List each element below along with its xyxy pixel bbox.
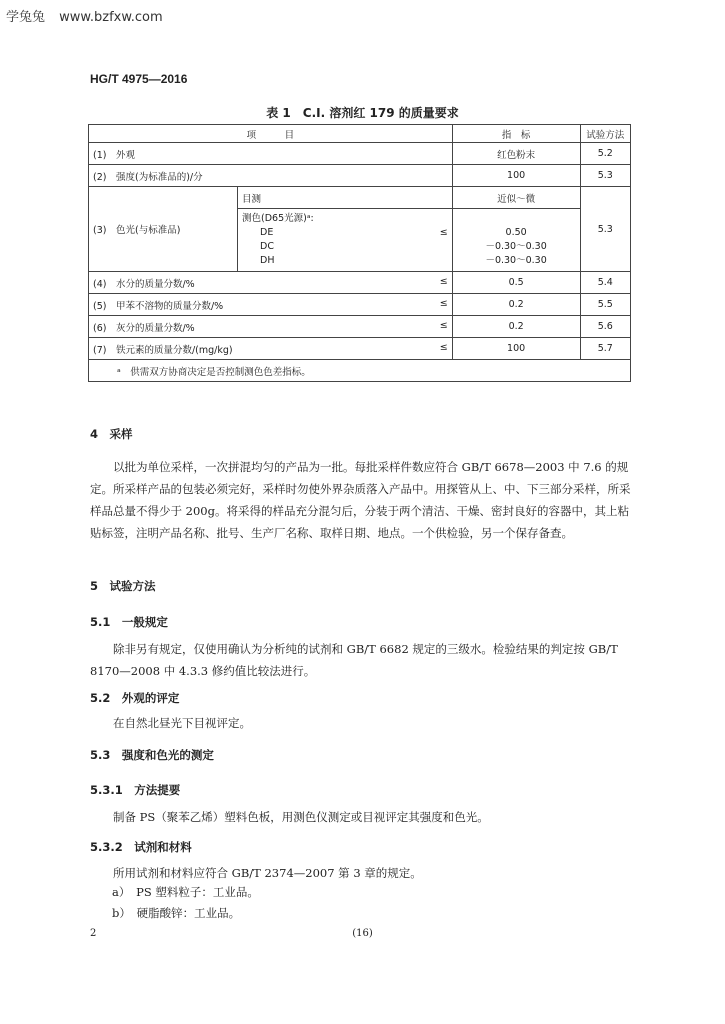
table-row xyxy=(89,272,631,294)
section-4-paragraph: 以批为单位采样，一次拼混均匀的产品为一批。每批采样件数应符合 GB/T 6678—2003 中 7.6 的规定。所采样产品的包装必须完好，采样时勿使外界杂质落入产品中。用探管从上、中、下三部分采样，所采样品总量不得少于 200g。将采得的样品充分混匀后，分装于两个清洁、干燥、密封良好的容器中，其上粘贴标签，注明产品名称、批号、生产厂名称、取样日期、地点。一个供检验，另一个保存备查。 xyxy=(90,460,631,540)
row-le: ≤ xyxy=(439,341,448,353)
row-item xyxy=(89,272,453,294)
watermark xyxy=(6,6,173,25)
shade-item xyxy=(89,187,238,272)
row-item-label: 强度(为标准品的)/分 xyxy=(115,171,203,183)
dh-value: －0.30～0.30 xyxy=(485,255,547,266)
row-method: 5.3 xyxy=(580,165,631,187)
table-row xyxy=(89,165,631,187)
watermark-url: www.bzfxw.com xyxy=(59,10,163,25)
row-no: (7) xyxy=(93,344,107,356)
page-number: 2 xyxy=(90,928,97,939)
dc-value: －0.30～0.30 xyxy=(485,241,547,252)
table-row xyxy=(89,294,631,316)
standard-number: HG/T 4975—2016 xyxy=(90,72,188,86)
de-label: DE xyxy=(260,227,274,238)
row-value: 0.2 xyxy=(452,316,580,338)
row-no: (5) xyxy=(93,300,107,312)
row-item xyxy=(89,294,453,316)
section-5-3-title: 5.3 强度和色光的测定 xyxy=(90,748,214,762)
row-value: 100 xyxy=(452,165,580,187)
row-item-label: 水分的质量分数/% xyxy=(115,278,195,290)
shade-item-label: 色光(与标准品) xyxy=(115,225,181,236)
row-method: 5.2 xyxy=(580,143,631,165)
row-item xyxy=(89,338,453,360)
row-value: 0.2 xyxy=(452,294,580,316)
row-method: 5.6 xyxy=(580,316,631,338)
section-5-3-1-paragraph: 制备 PS（聚苯乙烯）塑料色板，用测色仪测定或目视评定其强度和色光。 xyxy=(113,810,489,824)
row-no: (6) xyxy=(93,322,107,334)
shade-instrument-values xyxy=(452,209,580,272)
table-footnote: ᵃ 供需双方协商决定是否控制测色色差指标。 xyxy=(89,360,631,382)
dh-label: DH xyxy=(260,255,275,266)
row-method: 5.4 xyxy=(580,272,631,294)
row-no: (2) xyxy=(93,171,107,183)
de-line xyxy=(242,226,448,240)
row-le: ≤ xyxy=(439,275,448,287)
table-footnote-row xyxy=(89,360,631,382)
shade-method: 5.3 xyxy=(580,187,631,272)
table-row xyxy=(89,143,631,165)
row-item xyxy=(89,316,453,338)
shade-visual-label: 目测 xyxy=(238,187,453,209)
row-item xyxy=(89,165,453,187)
row-le: ≤ xyxy=(439,297,448,309)
list-item-a: a） PS 塑料粒子：工业品。 xyxy=(112,885,259,899)
de-le: ≤ xyxy=(439,227,448,238)
row-item-label: 铁元素的质量分数/(mg/kg) xyxy=(115,344,233,356)
row-method: 5.7 xyxy=(580,338,631,360)
section-5-3-2-paragraph: 所用试剂和材料应符合 GB/T 2374—2007 第 3 章的规定。 xyxy=(113,866,422,880)
row-value: 100 xyxy=(452,338,580,360)
section-5-title: 5 试验方法 xyxy=(90,579,156,593)
shade-instrument-label: 测色(D65光源)ᵃ: xyxy=(242,213,314,224)
section-5-2-paragraph: 在自然北昼光下目视评定。 xyxy=(113,716,251,730)
row-item-label: 甲苯不溶物的质量分数/% xyxy=(115,300,224,312)
header-item: 项 目 xyxy=(89,125,453,143)
table-row xyxy=(89,316,631,338)
section-5-3-2-title: 5.3.2 试剂和材料 xyxy=(90,840,192,854)
header-index: 指 标 xyxy=(452,125,580,143)
row-no: (4) xyxy=(93,278,107,290)
de-value: 0.50 xyxy=(505,227,527,238)
row-value: 0.5 xyxy=(452,272,580,294)
section-5-1-title: 5.1 一般规定 xyxy=(90,615,168,629)
row-item-label: 灰分的质量分数/% xyxy=(115,322,195,334)
section-4-title: 4 采样 xyxy=(90,427,133,441)
quality-requirements-table xyxy=(88,124,631,382)
row-le: ≤ xyxy=(439,319,448,331)
table-header-row xyxy=(89,125,631,143)
section-5-2-title: 5.2 外观的评定 xyxy=(90,691,180,705)
row-value: 红色粉末 xyxy=(452,143,580,165)
row-no: (1) xyxy=(93,149,107,161)
section-5-1-paragraph: 除非另有规定，仅使用确认为分析纯的试剂和 GB/T 6682 规定的三级水。检验结果的判定按 GB/T 8170—2008 中 4.3.3 修约值比较法进行。 xyxy=(90,642,618,678)
header-method: 试验方法 xyxy=(580,125,631,143)
page-serial: (16) xyxy=(352,928,373,939)
row-method: 5.5 xyxy=(580,294,631,316)
list-item-b: b） 硬脂酸锌：工业品。 xyxy=(112,906,241,920)
table-caption: 表 1 C.I. 溶剂红 179 的质量要求 xyxy=(266,106,459,120)
shade-row xyxy=(89,187,631,209)
shade-instrument-cell xyxy=(238,209,453,272)
section-5-3-1-title: 5.3.1 方法提要 xyxy=(90,783,181,797)
dc-label: DC xyxy=(260,241,274,252)
row-item-label: 外观 xyxy=(115,149,135,161)
watermark-site-name: 学兔兔 xyxy=(6,10,46,25)
table-row xyxy=(89,338,631,360)
shade-visual-value: 近似～微 xyxy=(452,187,580,209)
row-item xyxy=(89,143,453,165)
shade-no: (3) xyxy=(93,225,107,236)
